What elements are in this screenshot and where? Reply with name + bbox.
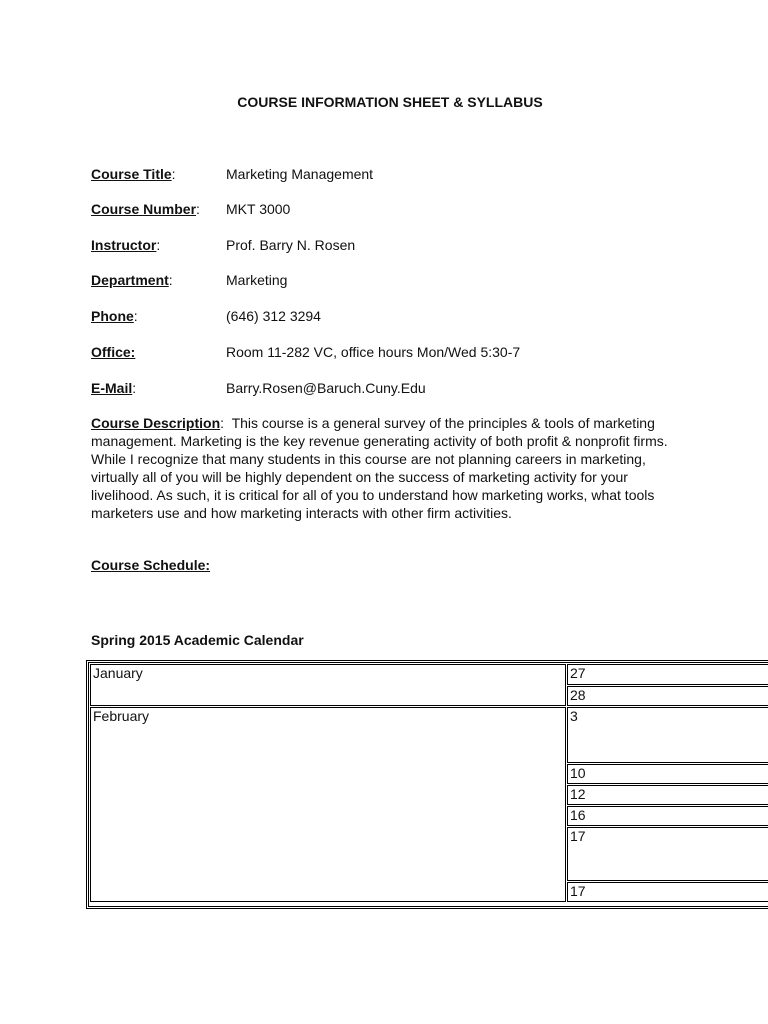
- academic-calendar: [86, 660, 768, 909]
- course-description-label: Course Description: [91, 415, 221, 431]
- course-description-text: This course is a general survey of the principles & tools of marketing management. Marketing is the key revenue generating activity of both profit & nonprofit firms. While I recognize that many students in this course are not planning careers in marketing, virtually all of you will be highly dependent on the success of marketing activity for your livelihood. As such, it is critical for all of you to understand how marketing works, what tools marketers use and how marketing interacts with other firm activities.: [91, 415, 668, 521]
- email-label: E-Mail:: [91, 380, 137, 396]
- instructor-value: Prof. Barry N. Rosen: [226, 237, 356, 253]
- course-description: Course Description: This course is a general survey of the principles & tools of marketing management. Marketing is the key revenue generating activity of both profit & nonprofit firms. While I recognize that many students in this course are not planning careers in marketing, virtually all of you will be highly dependent on the success of marketing activity for your livelihood. As such, it is critical for all of you to understand how marketing works, what tools marketers use and how marketing interacts with other firm activities.: [91, 415, 668, 521]
- calendar-table: [89, 663, 768, 903]
- email-value[interactable]: Barry.Rosen@Baruch.Cuny.Edu: [226, 380, 426, 396]
- month-cell: January: [90, 664, 566, 706]
- day-cell: 3: [567, 707, 768, 763]
- calendar-heading: Spring 2015 Academic Calendar: [91, 632, 304, 648]
- day-cell: 12: [567, 785, 768, 805]
- office-label: Office:: [91, 344, 136, 360]
- month-cell: February: [90, 707, 566, 902]
- instructor-label: Instructor:: [91, 237, 161, 253]
- course-number-label: Course Number:: [91, 201, 200, 217]
- department-value: Marketing: [226, 272, 288, 288]
- department-label: Department:: [91, 272, 173, 288]
- table-row: [90, 664, 768, 685]
- day-cell: 16: [567, 806, 768, 826]
- course-title-value: Marketing Management: [226, 166, 374, 182]
- day-cell: 27: [567, 664, 768, 685]
- day-cell: 17: [567, 882, 768, 902]
- table-row: [90, 707, 768, 763]
- day-cell: 10: [567, 764, 768, 784]
- course-number-value: MKT 3000: [226, 201, 291, 217]
- phone-label: Phone:: [91, 308, 138, 324]
- course-title-label: Course Title:: [91, 166, 176, 182]
- page-title: COURSE INFORMATION SHEET & SYLLABUS: [237, 94, 543, 110]
- course-schedule-label: Course Schedule:: [91, 557, 211, 573]
- day-cell: 17: [567, 827, 768, 881]
- day-cell: 28: [567, 686, 768, 706]
- office-value: Room 11-282 VC, office hours Mon/Wed 5:30-7: [226, 344, 521, 360]
- phone-value: (646) 312 3294: [226, 308, 321, 324]
